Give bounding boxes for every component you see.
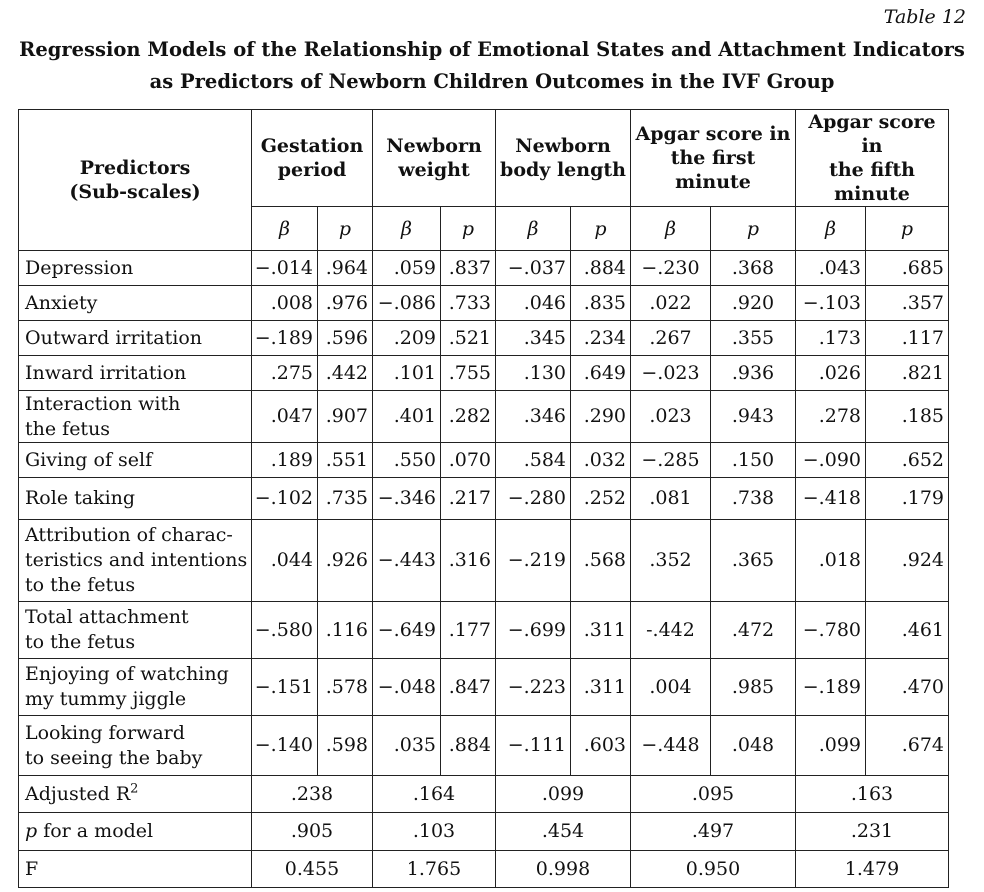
p-value: .470 — [866, 659, 949, 716]
predictor-name-line: Looking forward — [25, 721, 185, 744]
beta-value: .584 — [496, 443, 571, 478]
beta-header: β — [796, 207, 866, 251]
header-newborn-body-length: Newborn body length — [496, 110, 631, 207]
beta-value: −.189 — [252, 321, 318, 356]
p-value: .985 — [711, 659, 796, 716]
summary-label-text: Adjusted R — [25, 782, 131, 805]
p-value: .177 — [441, 602, 496, 659]
summary-value: 0.950 — [631, 851, 796, 888]
table-row — [19, 443, 949, 478]
p-header: p — [866, 207, 949, 251]
beta-value: .345 — [496, 321, 571, 356]
summary-value: .238 — [252, 776, 373, 813]
beta-value: −.699 — [496, 602, 571, 659]
predictor-name-line: Inward irritation — [25, 361, 187, 384]
beta-value: .046 — [496, 286, 571, 321]
summary-value: .454 — [496, 813, 631, 851]
p-value: .252 — [571, 478, 631, 520]
beta-value: .035 — [373, 716, 441, 776]
p-value: .936 — [711, 356, 796, 391]
p-value: .217 — [441, 478, 496, 520]
beta-value: .044 — [252, 520, 318, 602]
beta-value: .059 — [373, 251, 441, 286]
predictor-name — [19, 286, 252, 321]
predictor-name-line: my tummy jiggle — [25, 688, 187, 710]
beta-value: .275 — [252, 356, 318, 391]
table-row — [19, 251, 949, 286]
table-number: Table 12 — [883, 6, 966, 28]
beta-value: .022 — [631, 286, 711, 321]
beta-value: −.086 — [373, 286, 441, 321]
summary-value: 1.765 — [373, 851, 496, 888]
table-title — [0, 34, 984, 98]
beta-value: .401 — [373, 391, 441, 443]
table-body — [19, 251, 949, 888]
beta-value: −.102 — [252, 478, 318, 520]
beta-value: .018 — [796, 520, 866, 602]
predictor-name — [19, 520, 252, 602]
beta-header: β — [631, 207, 711, 251]
p-value: .685 — [866, 251, 949, 286]
predictor-name-line: Giving of self — [25, 448, 153, 471]
p-value: .355 — [711, 321, 796, 356]
p-value: .596 — [318, 321, 373, 356]
p-value: .598 — [318, 716, 373, 776]
beta-header: β — [373, 207, 441, 251]
beta-value: .008 — [252, 286, 318, 321]
beta-value: −.219 — [496, 520, 571, 602]
p-value: .738 — [711, 478, 796, 520]
p-value: .116 — [318, 602, 373, 659]
table-title-line-1: Regression Models of the Relationship of Emotional States and Attachment Indicators — [19, 38, 965, 61]
p-value: .735 — [318, 478, 373, 520]
predictor-name-line: Total attachment — [25, 606, 189, 628]
p-value: .652 — [866, 443, 949, 478]
p-value: .365 — [711, 520, 796, 602]
p-value: .117 — [866, 321, 949, 356]
p-header: p — [711, 207, 796, 251]
beta-value: −.090 — [796, 443, 866, 478]
table-row — [19, 520, 949, 602]
table-row — [19, 478, 949, 520]
p-value: .311 — [571, 602, 631, 659]
beta-value: −.649 — [373, 602, 441, 659]
beta-value: .173 — [796, 321, 866, 356]
predictors-header — [19, 110, 252, 251]
summary-value: 0.998 — [496, 851, 631, 888]
beta-value: .081 — [631, 478, 711, 520]
summary-label-superscript: 2 — [130, 781, 139, 797]
predictor-name — [19, 659, 252, 716]
p-value: .578 — [318, 659, 373, 716]
predictor-name-line: Outward irritation — [25, 326, 202, 349]
summary-label-text: F — [25, 857, 39, 880]
p-value: .755 — [441, 356, 496, 391]
p-value: .821 — [866, 356, 949, 391]
beta-value: .352 — [631, 520, 711, 602]
beta-value: .101 — [373, 356, 441, 391]
summary-label — [19, 851, 252, 888]
beta-value: .043 — [796, 251, 866, 286]
beta-value: −.103 — [796, 286, 866, 321]
beta-value: .267 — [631, 321, 711, 356]
header-newborn-weight: Newborn weight — [373, 110, 496, 207]
predictor-name — [19, 478, 252, 520]
summary-value: .905 — [252, 813, 373, 851]
beta-value: .130 — [496, 356, 571, 391]
p-value: .032 — [571, 443, 631, 478]
beta-value: −.580 — [252, 602, 318, 659]
p-value: .649 — [571, 356, 631, 391]
beta-value: −.014 — [252, 251, 318, 286]
beta-value: .550 — [373, 443, 441, 478]
p-value: .442 — [318, 356, 373, 391]
beta-value: −.346 — [373, 478, 441, 520]
p-value: .884 — [441, 716, 496, 776]
beta-value: .346 — [496, 391, 571, 443]
beta-value: .004 — [631, 659, 711, 716]
table-row — [19, 321, 949, 356]
predictor-name — [19, 443, 252, 478]
beta-value: −.140 — [252, 716, 318, 776]
beta-header: β — [252, 207, 318, 251]
p-header: p — [318, 207, 373, 251]
p-value: .976 — [318, 286, 373, 321]
table-row — [19, 356, 949, 391]
summary-label-italic: p — [25, 820, 38, 842]
p-value: .907 — [318, 391, 373, 443]
beta-value: .023 — [631, 391, 711, 443]
p-value: .920 — [711, 286, 796, 321]
p-value: .733 — [441, 286, 496, 321]
summary-label — [19, 813, 252, 851]
p-value: .943 — [711, 391, 796, 443]
p-value: .461 — [866, 602, 949, 659]
predictors-header-line-1: Predictors — [79, 157, 191, 179]
predictors-header-line-2: (Sub-scales) — [69, 181, 201, 203]
predictor-name-line: Depression — [25, 256, 134, 279]
p-for-model-row — [19, 813, 949, 851]
p-value: .924 — [866, 520, 949, 602]
summary-label-text: for a model — [37, 820, 154, 842]
summary-value: .163 — [796, 776, 949, 813]
summary-value: .103 — [373, 813, 496, 851]
beta-value: −.418 — [796, 478, 866, 520]
regression-table — [18, 109, 949, 888]
table-row — [19, 391, 949, 443]
p-value: .603 — [571, 716, 631, 776]
beta-header: β — [496, 207, 571, 251]
predictor-name — [19, 356, 252, 391]
p-header: p — [571, 207, 631, 251]
beta-value: .047 — [252, 391, 318, 443]
predictor-name-line: Enjoying of watching — [25, 663, 229, 685]
p-value: .048 — [711, 716, 796, 776]
beta-value: .189 — [252, 443, 318, 478]
p-header: p — [441, 207, 496, 251]
p-value: .234 — [571, 321, 631, 356]
p-value: .290 — [571, 391, 631, 443]
table-row — [19, 602, 949, 659]
beta-value: −.230 — [631, 251, 711, 286]
p-value: .568 — [571, 520, 631, 602]
predictor-name — [19, 716, 252, 776]
p-value: .179 — [866, 478, 949, 520]
predictor-name — [19, 251, 252, 286]
p-value: .964 — [318, 251, 373, 286]
p-value: .472 — [711, 602, 796, 659]
predictor-name-line: to the fetus — [25, 631, 136, 653]
beta-value: .278 — [796, 391, 866, 443]
beta-value: −.448 — [631, 716, 711, 776]
beta-value: -.442 — [631, 602, 711, 659]
summary-value: .497 — [631, 813, 796, 851]
table-row — [19, 716, 949, 776]
p-value: .316 — [441, 520, 496, 602]
p-value: .357 — [866, 286, 949, 321]
predictor-name-line: Interaction with — [25, 392, 181, 415]
p-value: .150 — [711, 443, 796, 478]
p-value: .837 — [441, 251, 496, 286]
p-value: .835 — [571, 286, 631, 321]
p-value: .521 — [441, 321, 496, 356]
beta-value: −.280 — [496, 478, 571, 520]
p-value: .551 — [318, 443, 373, 478]
beta-value: −.151 — [252, 659, 318, 716]
p-value: .847 — [441, 659, 496, 716]
beta-value: −.443 — [373, 520, 441, 602]
p-value: .185 — [866, 391, 949, 443]
beta-value: −.037 — [496, 251, 571, 286]
predictor-name-line: to seeing the baby — [25, 746, 203, 769]
p-value: .368 — [711, 251, 796, 286]
adjusted-r2-row — [19, 776, 949, 813]
summary-value: 1.479 — [796, 851, 949, 888]
summary-value: .164 — [373, 776, 496, 813]
p-value: .282 — [441, 391, 496, 443]
p-value: .884 — [571, 251, 631, 286]
predictor-name-line: teristics and intentions — [25, 549, 248, 571]
beta-value: −.780 — [796, 602, 866, 659]
p-value: .070 — [441, 443, 496, 478]
summary-value: .095 — [631, 776, 796, 813]
table-row — [19, 286, 949, 321]
summary-value: .231 — [796, 813, 949, 851]
beta-value: .099 — [796, 716, 866, 776]
beta-value: −.048 — [373, 659, 441, 716]
beta-value: −.189 — [796, 659, 866, 716]
table-row — [19, 659, 949, 716]
beta-value: .026 — [796, 356, 866, 391]
p-value: .311 — [571, 659, 631, 716]
summary-label — [19, 776, 252, 813]
predictor-name-line: Role taking — [25, 487, 136, 509]
header-gestation-period: Gestation period — [252, 110, 373, 207]
table-title-line-2: as Predictors of Newborn Children Outcomes in the IVF Group — [149, 70, 835, 93]
beta-value: −.111 — [496, 716, 571, 776]
summary-value: .099 — [496, 776, 631, 813]
beta-value: .209 — [373, 321, 441, 356]
predictor-name — [19, 321, 252, 356]
predictor-name — [19, 602, 252, 659]
p-value: .674 — [866, 716, 949, 776]
predictor-name — [19, 391, 252, 443]
predictor-name-line: Anxiety — [25, 291, 98, 314]
predictor-name-line: the fetus — [25, 417, 111, 440]
header-apgar-fifth-minute: Apgar score in the fifth minute — [796, 110, 949, 207]
f-row — [19, 851, 949, 888]
beta-value: −.023 — [631, 356, 711, 391]
p-value: .926 — [318, 520, 373, 602]
beta-value: −.223 — [496, 659, 571, 716]
beta-value: −.285 — [631, 443, 711, 478]
predictor-name-line: to the fetus — [25, 574, 136, 596]
summary-value: 0.455 — [252, 851, 373, 888]
predictor-name-line: Attribution of charac- — [25, 524, 233, 546]
header-apgar-first-minute: Apgar score in the first minute — [631, 110, 796, 207]
